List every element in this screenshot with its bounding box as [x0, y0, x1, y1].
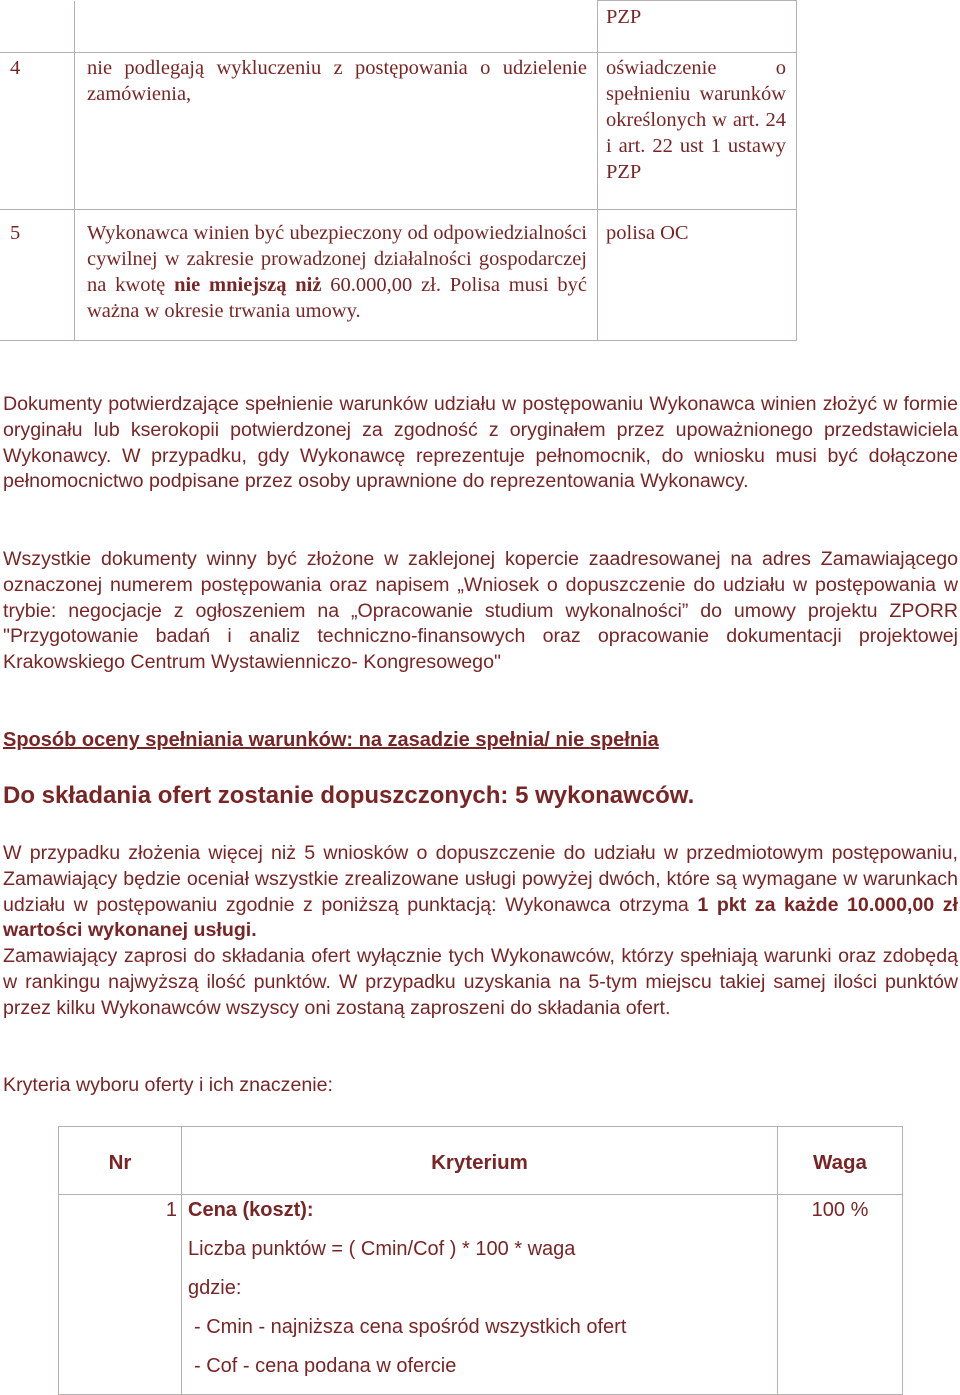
- criterion-weight: 100 %: [778, 1195, 903, 1395]
- requirement-text: Wykonawca winien być ubezpieczony od odpowiedzialności cywilnej w zakresie prowadzonej działalności gospodarczej na kwotę: [87, 222, 587, 296]
- requirement-text: nie podlegają wykluczeniu z postępowania o udzielenie zamówienia,: [87, 57, 587, 105]
- header-kryterium: Kryterium: [182, 1127, 778, 1195]
- row-number: 4: [10, 57, 21, 79]
- criterion-cell: [182, 1195, 778, 1395]
- admission-heading: Do składania ofert zostanie dopuszczonych: 5 wykonawców.: [3, 782, 695, 809]
- header-nr: Nr: [59, 1127, 182, 1195]
- requirement-cell: [75, 53, 598, 210]
- criteria-label: Kryteria wyboru oferty i ich znaczenie:: [3, 1074, 333, 1096]
- table-row: [0, 210, 797, 341]
- scoring-bold-text: 1 pkt za każde 10.000,00 zł wartości wykonanej usługi.: [3, 893, 958, 942]
- criteria-table: [58, 1126, 903, 1395]
- criterion-where: gdzie:: [188, 1277, 242, 1299]
- submission-paragraph: Wszystkie dokumenty winny być złożone w zaklejonej kopercie zaadresowanej na adres Zamawiającego oznaczonej numerem postępowania oraz napisem „Wniosek o dopuszczenie do udziału w postępowania w trybie: negocjacje z ogłoszeniem na „Opracowanie studium wykonalności” do umowy projektu ZPORR "Przygotowanie badań i analiz techniczno-finansowych oraz opracowanie dokumentacji projektowej Krakowskiego Centrum Wystawienniczo- Kongresowego": [3, 548, 958, 674]
- documents-paragraph: Dokumenty potwierdzające spełnienie warunków udziału w postępowaniu Wykonawca winien złożyć w formie oryginału lub kserokopii potwierdzonej za zgodność z oryginałem przez upoważnionego przedstawiciela Wykonawcy. W przypadku, gdy Wykonawcę reprezentuje pełnomocnik, do wniosku musi być dołączone pełnomocnictwo podpisane przez osoby uprawnione do reprezentowania Wykonawcy.: [3, 393, 958, 493]
- row-number: 5: [10, 222, 21, 244]
- criteria-header-row: [59, 1127, 903, 1195]
- requirement-text-tail: 60.000,00 zł. Polisa musi być ważna w okresie trwania umowy.: [87, 274, 587, 322]
- document-text: polisa OC: [606, 222, 689, 244]
- criterion-cmin: - Cmin - najniższa cena spośród wszystkich ofert: [194, 1316, 627, 1338]
- table-row: [59, 1195, 903, 1395]
- requirement-cell: [75, 210, 598, 341]
- table-row: [0, 53, 797, 210]
- document-cell: [598, 210, 797, 341]
- scoring-text: W przypadku złożenia więcej niż 5 wniosków o dopuszczenie do udziału w przedmiotowym postępowaniu, Zamawiający będzie oceniał wszystkie zrealizowane usługi powyżej dwóch, które są wymagane w warunkach udziału w postępowaniu zgodnie z poniższą punktacją: Wykonawca otrzyma: [3, 842, 958, 916]
- criterion-cof: - Cof - cena podana w ofercie: [194, 1355, 457, 1377]
- requirement-bold-text: nie mniejszą niż: [174, 274, 322, 296]
- table-row: [0, 1, 797, 53]
- document-text: PZP: [606, 6, 642, 28]
- scoring-paragraph: [3, 841, 958, 1022]
- criterion-formula: Liczba punktów = ( Cmin/Cof ) * 100 * waga: [188, 1238, 576, 1260]
- requirements-table: [0, 0, 797, 341]
- row-number-cell: [0, 53, 75, 210]
- header-waga: Waga: [778, 1127, 903, 1195]
- assessment-heading: Sposób oceny spełniania warunków: na zasadzie spełnia/ nie spełnia: [3, 729, 659, 751]
- document-text: oświadczenie o spełnieniu warunków określonych w art. 24 i art. 22 ust 1 ustawy PZP: [606, 57, 786, 183]
- row-number-cell: [0, 1, 75, 53]
- invitation-text: Zamawiający zaprosi do składania ofert wyłącznie tych Wykonawców, którzy spełniają warunki oraz zdobędą w rankingu najwyższą ilość punktów. W przypadku uzyskania na 5-tym miejscu takiej samej ilości punktów przez kilku Wykonawców wszyscy oni zostaną zaproszeni do składania ofert.: [3, 945, 958, 1019]
- row-number-cell: [0, 210, 75, 341]
- criterion-number: 1: [59, 1195, 182, 1395]
- document-cell: [598, 1, 797, 53]
- criterion-title: Cena (koszt):: [188, 1199, 314, 1221]
- document-cell: [598, 53, 797, 210]
- requirement-cell: [75, 1, 598, 53]
